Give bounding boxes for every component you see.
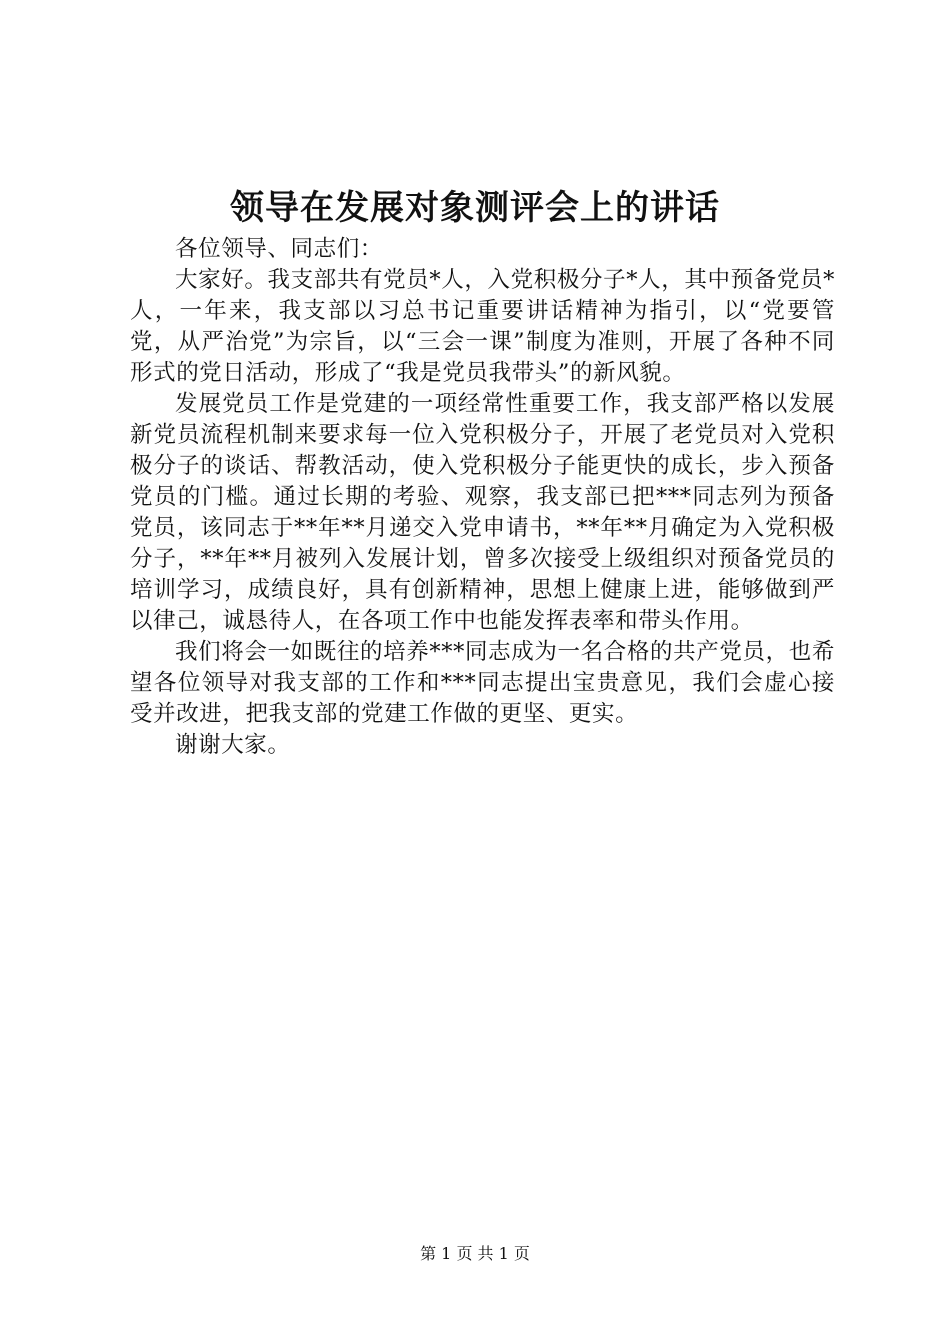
document-title: 领导在发展对象测评会上的讲话 <box>230 188 720 228</box>
body-paragraph: 我们将会一如既往的培养***同志成为一名合格的共产党员，也希望各位领导对我支部的工作和***同志提出宝贵意见，我们会虚心接受并改进，把我支部的党建工作做的更坚、更实。 <box>130 639 835 727</box>
document-body <box>130 234 835 761</box>
body-paragraph: 发展党员工作是党建的一项经常性重要工作，我支部严格以发展新党员流程机制来要求每一位入党积极分子，开展了老党员对入党积极分子的谈话、帮教活动，使入党积极分子能更快的成长，步入预备党员的门槛。通过长期的考验、观察，我支部已把***同志列为预备党员，该同志于**年**月递交入党申请书，**年**月确定为入党积极分子，**年**月被列入发展计划，曾多次接受上级组织对预备党员的培训学习，成绩良好，具有创新精神，思想上健康上进，能够做到严以律己，诚恳待人，在各项工作中也能发挥表率和带头作用。 <box>130 391 835 634</box>
salutation-paragraph: 各位领导、同志们： <box>175 236 383 262</box>
page-number-footer: 第 1 页 共 1 页 <box>420 1244 530 1263</box>
body-paragraph: 大家好。我支部共有党员*人，入党积极分子*人，其中预备党员*人，一年来，我支部以习总书记重要讲话精神为指引，以“党要管党，从严治党”为宗旨，以“三会一课”制度为准则，开展了各种不同形式的党日活动，形成了“我是党员我带头”的新风貌。 <box>130 267 835 386</box>
closing-paragraph: 谢谢大家。 <box>175 732 291 758</box>
